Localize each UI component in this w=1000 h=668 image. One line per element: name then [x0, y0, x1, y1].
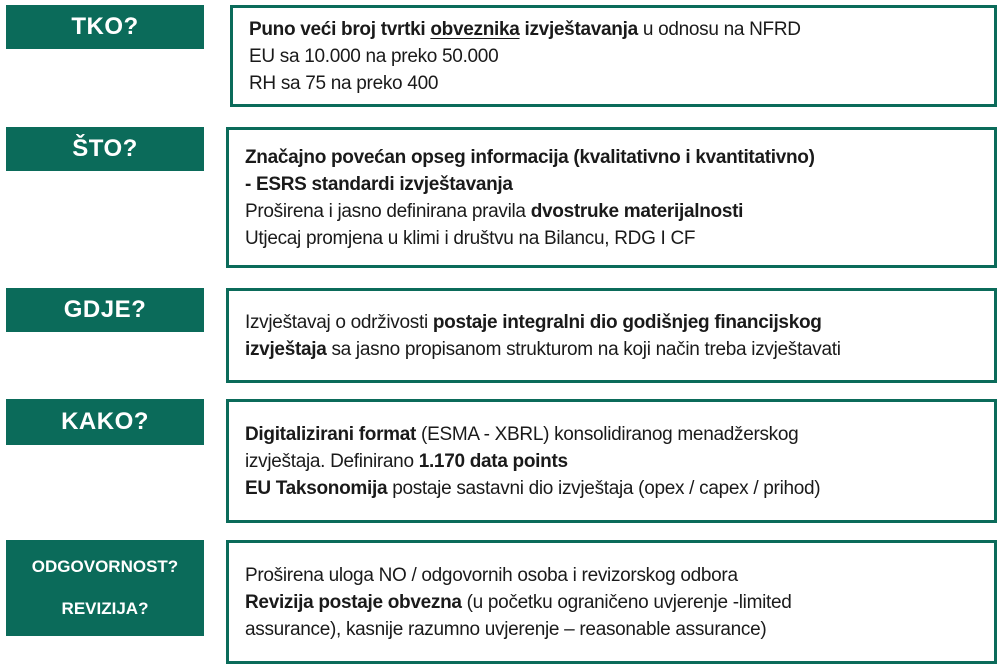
text-segment: Digitalizirani format	[245, 423, 417, 445]
label-sto	[6, 127, 204, 171]
text-segment: Značajno povećan opseg informacija (kvalitativno i kvantitativno)	[245, 146, 815, 168]
text-segment: Revizija postaje obvezna	[245, 591, 462, 613]
box-line	[245, 144, 982, 171]
box-line	[245, 616, 982, 643]
box-line	[245, 336, 982, 363]
box-line	[249, 43, 982, 70]
text-segment-underlined: obveznika	[430, 18, 520, 40]
box-line	[245, 225, 982, 252]
label-kako	[6, 399, 204, 445]
text-segment: izvještaja. Definirano	[245, 450, 419, 472]
label-text: KAKO?	[61, 408, 149, 435]
text-segment: 1.170 data points	[418, 450, 568, 472]
content-box-tko	[230, 5, 997, 107]
text-segment: (ESMA - XBRL) konsolidiranog menadžerskog	[416, 423, 799, 445]
text-segment: (u početku ograničeno uvjerenje -limited	[461, 591, 792, 613]
text-segment: - ESRS standardi izvještavanja	[245, 173, 513, 195]
text-segment: RH sa 75 na preko 400	[249, 72, 439, 94]
box-line	[245, 589, 982, 616]
box-line	[245, 448, 982, 475]
content-box-odgovornost	[226, 540, 997, 664]
label-text-revizija: REVIZIJA?	[61, 599, 149, 618]
text-segment: Puno veći broj tvrtki	[249, 18, 431, 40]
text-segment: Izvještavaj o održivosti	[245, 311, 433, 333]
content-box-kako	[226, 399, 997, 523]
text-segment: assurance), kasnije razumno uvjerenje – reasonable assurance)	[245, 618, 767, 640]
label-text: TKO?	[71, 13, 139, 40]
text-segment: Proširena uloga NO / odgovornih osoba i revizorskog odbora	[245, 564, 738, 586]
label-text-odgovornost: ODGOVORNOST?	[31, 557, 179, 576]
text-segment: u odnosu na NFRD	[637, 18, 801, 40]
label-odgovornost-revizija	[6, 540, 204, 636]
text-segment: postaje sastavni dio izvještaja (opex / capex / prihod)	[387, 477, 821, 499]
box-line	[249, 16, 982, 43]
box-line	[245, 171, 982, 198]
text-segment: Proširena i jasno definirana pravila	[245, 200, 531, 222]
box-line	[245, 198, 982, 225]
label-tko	[6, 5, 204, 49]
text-segment: EU Taksonomija	[245, 477, 388, 499]
text-segment: Utjecaj promjena u klimi i društvu na Bilancu, RDG I CF	[245, 227, 696, 249]
box-line	[249, 70, 982, 97]
text-segment: izvještavanja	[519, 18, 638, 40]
box-line	[245, 562, 982, 589]
label-text: ŠTO?	[72, 135, 138, 162]
box-line	[245, 421, 982, 448]
box-line	[245, 475, 982, 502]
content-box-sto	[226, 127, 997, 268]
text-segment: EU sa 10.000 na preko 50.000	[249, 45, 499, 67]
content-box-gdje	[226, 288, 997, 383]
text-segment: izvještaja	[245, 338, 327, 360]
label-gdje	[6, 288, 204, 332]
label-text: GDJE?	[63, 296, 147, 323]
text-segment: sa jasno propisanom strukturom na koji način treba izvještavati	[326, 338, 841, 360]
box-line	[245, 309, 982, 336]
text-segment: dvostruke materijalnosti	[530, 200, 744, 222]
text-segment: postaje integralni dio godišnjeg financijskog	[432, 311, 822, 333]
